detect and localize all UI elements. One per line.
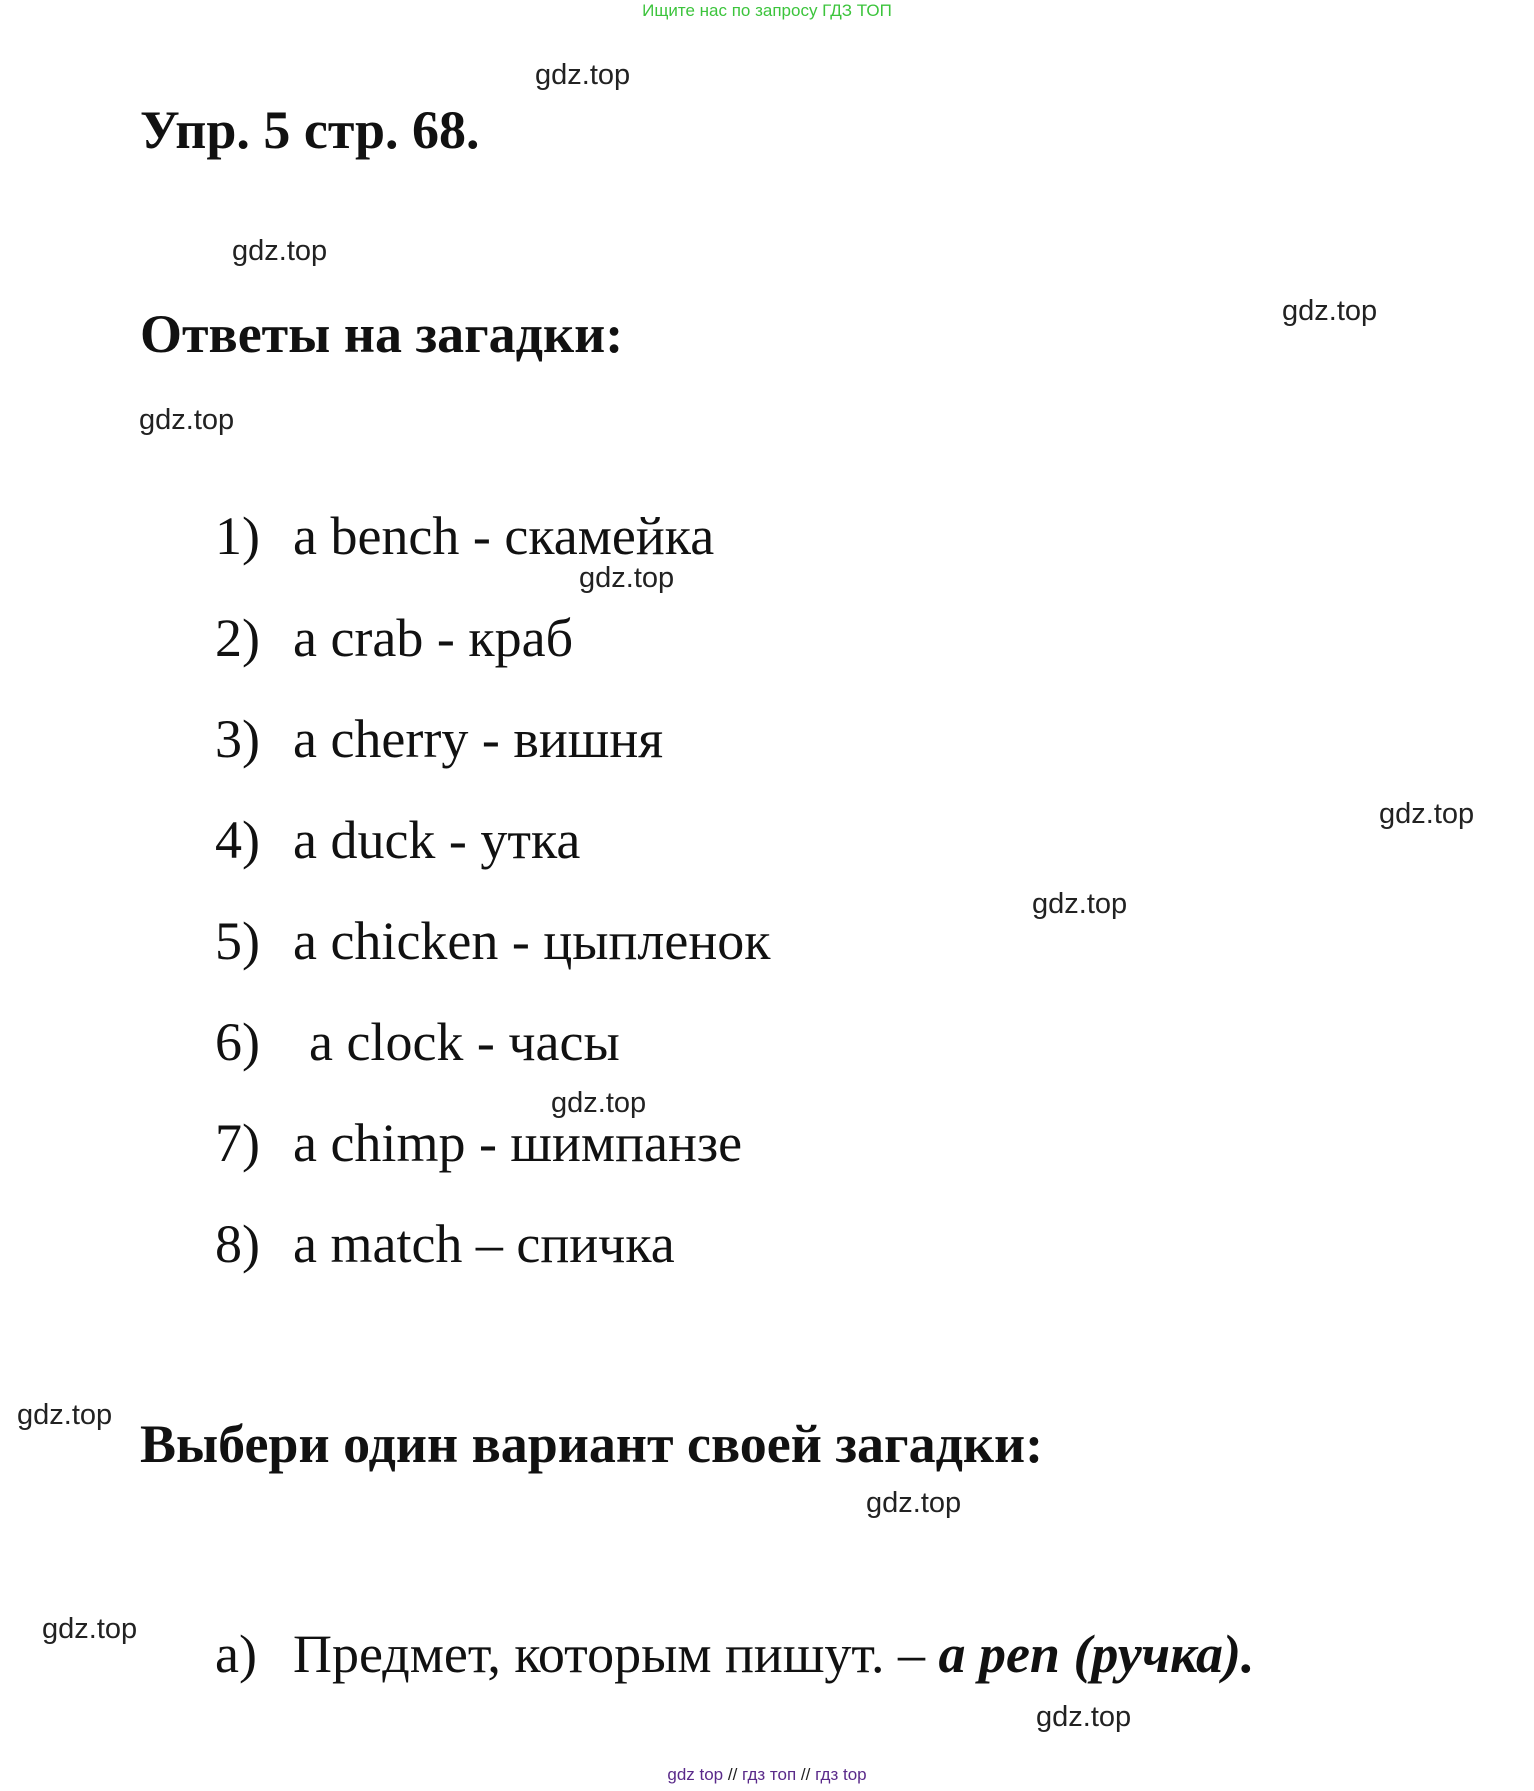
- list-item: [215, 1010, 620, 1074]
- riddle-number: a): [215, 1624, 257, 1684]
- item-text: a chicken - цыпленок: [293, 911, 771, 971]
- watermark: gdz.top: [232, 235, 328, 267]
- list-item: [215, 707, 663, 771]
- item-text: a chimp - шимпанзе: [293, 1113, 743, 1173]
- footer-link-gdz-top-mixed[interactable]: гдз top: [815, 1765, 867, 1784]
- watermark: gdz.top: [42, 1613, 138, 1645]
- watermark: gdz.top: [535, 59, 631, 91]
- riddle-line: [215, 1622, 1255, 1686]
- watermark: gdz.top: [1282, 295, 1378, 327]
- list-item: [215, 1111, 742, 1175]
- item-text: a clock - часы: [309, 1012, 620, 1072]
- watermark: gdz.top: [1379, 798, 1475, 830]
- watermark: gdz.top: [579, 562, 675, 594]
- top-banner: Ищите нас по запросу ГДЗ ТОП: [642, 1, 892, 20]
- watermark: gdz.top: [551, 1087, 647, 1119]
- item-number: 1): [215, 506, 260, 566]
- footer-separator: //: [796, 1765, 816, 1784]
- item-text: a cherry - вишня: [293, 709, 664, 769]
- item-text: a crab - краб: [293, 608, 574, 668]
- list-item: [215, 808, 580, 872]
- watermark: gdz.top: [866, 1487, 962, 1519]
- footer-link-gdz-top[interactable]: gdz top: [667, 1765, 724, 1784]
- footer-link-gdz-top-ru[interactable]: гдз топ: [742, 1765, 797, 1784]
- item-number: 4): [215, 810, 260, 870]
- list-item: [215, 1212, 675, 1276]
- watermark: gdz.top: [139, 404, 235, 436]
- riddle-answer: a pen (ручка).: [938, 1624, 1255, 1684]
- watermark: gdz.top: [1032, 888, 1128, 920]
- item-number: 6): [215, 1012, 260, 1072]
- item-number: 2): [215, 608, 260, 668]
- riddle-question: Предмет, которым пишут. –: [293, 1624, 939, 1684]
- list-item: [215, 909, 770, 973]
- item-number: 5): [215, 911, 260, 971]
- list-item: [215, 606, 573, 670]
- item-number: 3): [215, 709, 260, 769]
- item-text: a duck - утка: [293, 810, 581, 870]
- item-text: a match – спичка: [293, 1214, 675, 1274]
- watermark: gdz.top: [17, 1399, 113, 1431]
- choose-riddle-heading: Выбери один вариант своей загадки:: [140, 1414, 1044, 1474]
- item-number: 7): [215, 1113, 260, 1173]
- watermark: gdz.top: [1036, 1701, 1132, 1733]
- footer-links: [0, 1764, 1534, 1786]
- footer-separator: //: [723, 1765, 743, 1784]
- list-item: [215, 504, 714, 568]
- item-text: a bench - скамейка: [293, 506, 715, 566]
- item-number: 8): [215, 1214, 260, 1274]
- exercise-heading: Упр. 5 стр. 68.: [140, 100, 480, 160]
- answers-heading: Ответы на загадки:: [140, 304, 624, 364]
